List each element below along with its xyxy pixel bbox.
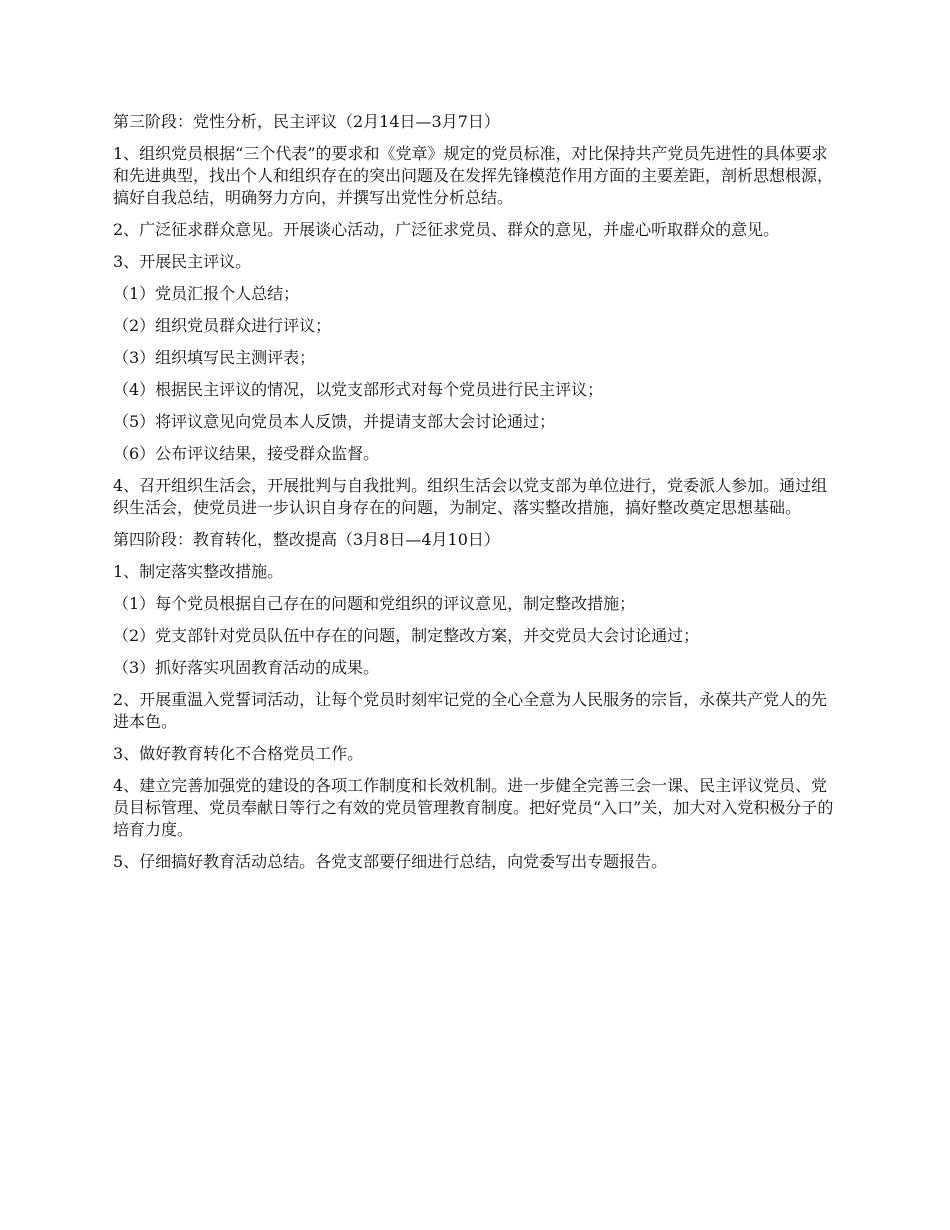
stage-three-heading: 第三阶段：党性分析，民主评议（2月14日—3月7日） — [113, 112, 500, 131]
list-item: （6）公布评议结果，接受群众监督。 — [113, 444, 380, 463]
paragraph: 2、广泛征求群众意见。开展谈心活动，广泛征求党员、群众的意见，并虚心听取群众的意见。 — [113, 220, 780, 239]
list-item: （2）党支部针对党员队伍中存在的问题，制定整改方案，并交党员大会讨论通过； — [113, 626, 700, 645]
paragraph: 2、开展重温入党誓词活动，让每个党员时刻牢记党的全心全意为人民服务的宗旨，永葆共产党人的先进本色。 — [113, 690, 828, 731]
paragraph: 3、做好教育转化不合格党员工作。 — [113, 744, 364, 763]
list-item: （4）根据民主评议的情况，以党支部形式对每个党员进行民主评议； — [113, 380, 604, 399]
list-item: （3）抓好落实巩固教育活动的成果。 — [113, 658, 380, 677]
stage-four-heading: 第四阶段：教育转化，整改提高（3月8日—4月10日） — [113, 530, 500, 549]
paragraph: 4、建立完善加强党的建设的各项工作制度和长效机制。进一步健全完善三会一课、民主评议党员、党员目标管理、党员奉献日等行之有效的党员管理教育制度。把好党员“入口”关，加大对入党积极分子的培育力度。 — [113, 776, 834, 839]
paragraph: 1、制定落实整改措施。 — [113, 562, 284, 581]
document-body — [113, 111, 843, 883]
paragraph: 1、组织党员根据“三个代表”的要求和《党章》规定的党员标准，对比保持共产党员先进性的具体要求和先进典型，找出个人和组织存在的突出问题及在发挥先锋模范作用方面的主要差距，剖析思想根源，搞好自我总结，明确努力方向，并撰写出党性分析总结。 — [113, 144, 834, 207]
list-item: （2）组织党员群众进行评议； — [113, 316, 332, 335]
list-item: （3）组织填写民主测评表； — [113, 348, 316, 367]
list-item: （1）每个党员根据自己存在的问题和党组织的评议意见，制定整改措施； — [113, 594, 636, 613]
paragraph: 5、仔细搞好教育活动总结。各党支部要仔细进行总结，向党委写出专题报告。 — [113, 852, 668, 871]
paragraph: 4、召开组织生活会，开展批判与自我批判。组织生活会以党支部为单位进行，党委派人参加。通过组织生活会，使党员进一步认识自身存在的问题，为制定、落实整改措施，搞好整改奠定思想基础。 — [113, 476, 828, 517]
paragraph: 3、开展民主评议。 — [113, 252, 252, 271]
list-item: （1）党员汇报个人总结； — [113, 284, 300, 303]
list-item: （5）将评议意见向党员本人反馈，并提请支部大会讨论通过； — [113, 412, 556, 431]
